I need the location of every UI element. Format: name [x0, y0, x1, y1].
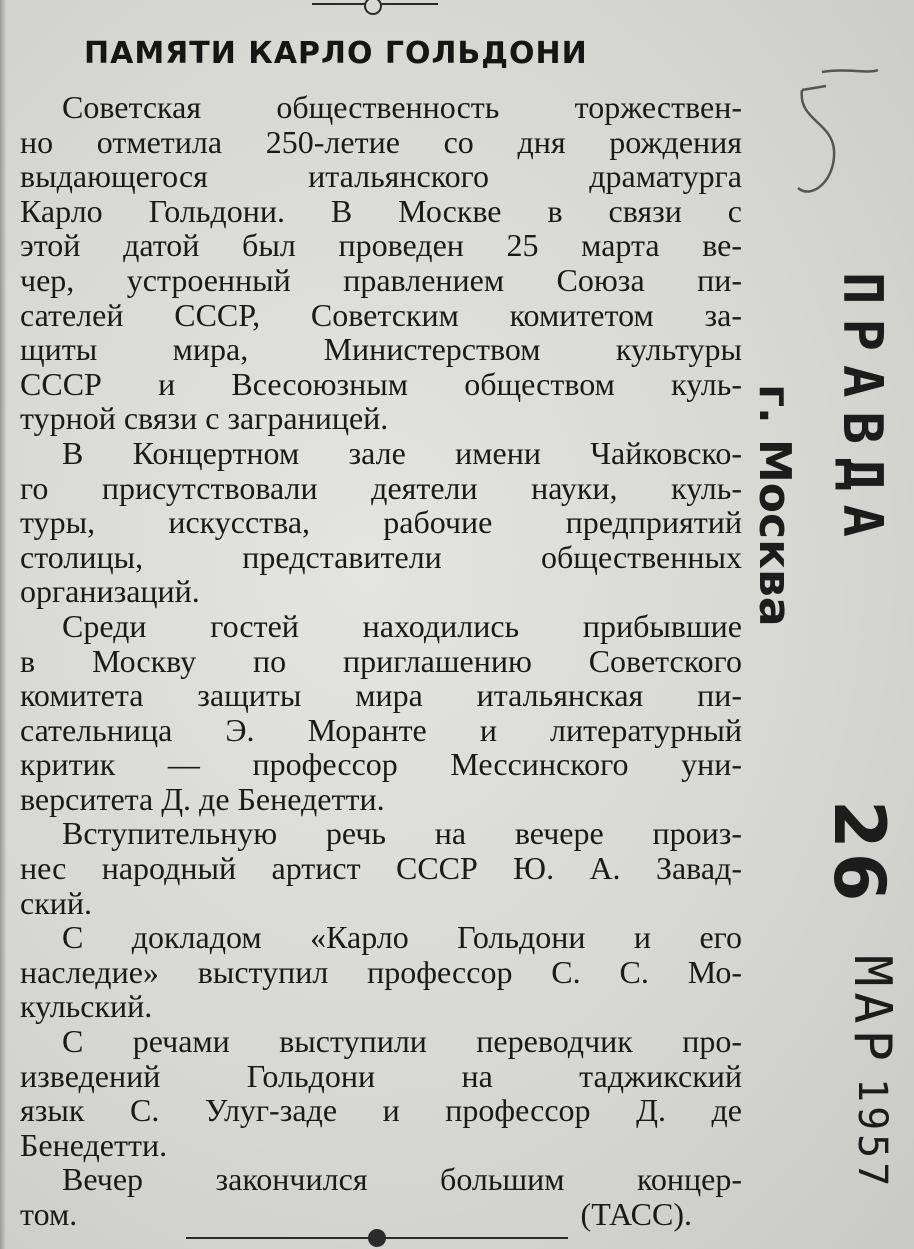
article-paragraph	[20, 920, 742, 1024]
article-paragraph	[20, 90, 742, 436]
article-line: Вступительную речь на вечере произ-	[62, 815, 742, 852]
article-line: организаций.	[20, 573, 200, 610]
article-paragraph	[20, 1024, 742, 1162]
article-line: сательница Э. Моранте и литературный	[20, 711, 742, 748]
stamp-day: 26	[818, 800, 900, 906]
stamp-month: МАР	[842, 955, 902, 1067]
article-line: выдающегося итальянского драматурга	[20, 158, 742, 195]
stamp-newspaper-name: ПРАВДА	[831, 272, 894, 552]
article-line: Вечер закончился большим концер-	[62, 1161, 742, 1198]
handwritten-number-mark	[792, 60, 882, 210]
article-signoff	[20, 1197, 692, 1232]
bottom-ornament	[368, 1229, 386, 1247]
stamp-city: г. Москва	[749, 384, 800, 627]
article-line: ский.	[20, 884, 92, 921]
article-line: В Концертном зале имени Чайковско-	[62, 434, 742, 471]
article-paragraph	[20, 816, 742, 920]
article-line: го присутствовали деятели науки, куль-	[20, 469, 742, 506]
article-paragraph	[20, 609, 742, 817]
article-line: Бенедетти.	[20, 1126, 168, 1163]
article-line: щиты мира, Министерством культуры	[20, 331, 742, 368]
article-paragraph	[20, 1162, 742, 1197]
article-line: изведений Гольдони на таджикский	[20, 1057, 742, 1094]
article-line: Среди гостей находились прибывшие	[62, 607, 742, 644]
stamp-year: 1957	[849, 1078, 895, 1191]
clipping-edge	[0, 0, 6, 1249]
article-headline: ПАМЯТИ КАРЛО ГОЛЬДОНИ	[84, 36, 588, 71]
article-line: в Москву по приглашению Советского	[20, 642, 742, 679]
article-line: комитета защиты мира итальянская пи-	[20, 677, 742, 714]
article-paragraph	[20, 436, 742, 609]
article-line: СССР и Всесоюзным обществом куль-	[20, 365, 742, 402]
article-line: но отметила 250-летие со дня рождения	[20, 123, 742, 160]
article-line: критик — профессор Мессинского уни-	[20, 746, 742, 783]
news-agency: (ТАСС).	[580, 1196, 692, 1232]
article-line: Советская общественность торжествен-	[62, 89, 742, 125]
article-line: кульский.	[20, 988, 153, 1025]
article-line: верситета Д. де Бенедетти.	[20, 780, 385, 817]
article-line: язык С. Улуг-заде и профессор Д. де	[20, 1092, 742, 1129]
top-ornament	[364, 0, 382, 15]
article-line: С речами выступили переводчик про-	[62, 1023, 742, 1060]
article-line: С докладом «Карло Гольдони и его	[62, 919, 742, 956]
article-line: турной связи с заграницей.	[20, 400, 389, 437]
article-line: наследие» выступил профессор С. С. Мо-	[20, 953, 742, 990]
article-line: этой датой был проведен 25 марта ве-	[20, 227, 742, 264]
article-line: чер, устроенный правлением Союза пи-	[20, 261, 742, 298]
article-line: столицы, представители общественных	[20, 538, 742, 575]
closing-word: том.	[20, 1196, 78, 1232]
article-line: сателей СССР, Советским комитетом за-	[20, 296, 742, 333]
article-body	[20, 90, 742, 1232]
article-line: нес народный артист СССР Ю. А. Завад-	[20, 850, 742, 887]
article-line: туры, искусства, рабочие предприятий	[20, 504, 742, 541]
article-line: Карло Гольдони. В Москве в связи с	[20, 192, 742, 229]
